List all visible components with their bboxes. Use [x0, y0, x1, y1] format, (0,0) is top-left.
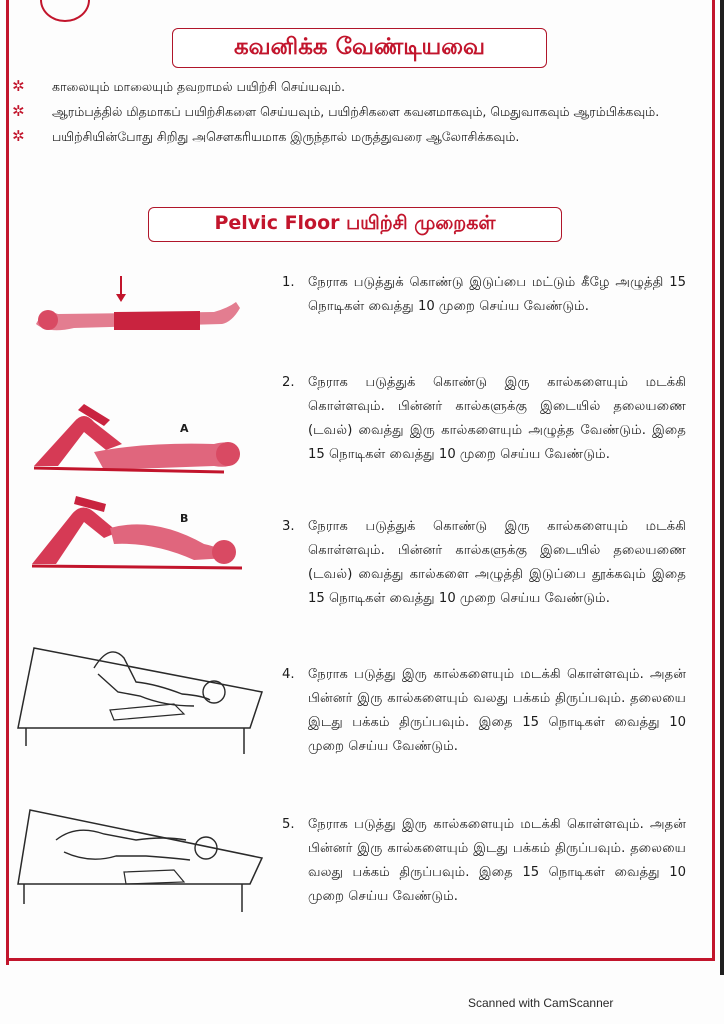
page-border-left — [6, 0, 9, 965]
exercise-step-2 — [282, 371, 686, 467]
figure-label-a: A — [180, 422, 189, 435]
asterisk-bullet-icon: ✲ — [12, 102, 25, 120]
page-title: கவனிக்க வேண்டியவை — [233, 33, 486, 60]
tip-text: ஆரம்பத்தில் மிதமாகப் பயிற்சிகளை செய்யவும், பயிற்சிகளை கவனமாகவும், மெதுவாகவும் ஆரம்பிக்கவும். — [52, 104, 660, 119]
logo-fragment — [40, 0, 90, 22]
exercise-step-3 — [282, 515, 686, 611]
tip-item — [12, 126, 702, 147]
step-text: நேராக படுத்து இரு கால்களையும் மடக்கி கொள்ளவும். அதன் பின்னர் இரு கால்களையும் இடது பக்கம் திருப்பவும். தலையை வலது பக்கம் திருப்பவும். இதை 15 நொடிகள் வைத்து 10 முறை செய்ய வேண்டும். — [308, 817, 686, 904]
tip-text: பயிற்சியின்போது சிறிது அசௌகரியமாக இருந்தால் மருத்துவரை ஆலோசிக்கவும். — [52, 129, 520, 144]
exercise-step-4 — [282, 663, 686, 759]
exercise-step-5 — [282, 813, 686, 909]
tips-list — [12, 76, 702, 151]
step-text: நேராக படுத்துக் கொண்டு இடுப்பை மட்டும் கீழே அழுத்தி 15 நொடிகள் வைத்து 10 முறை செய்ய வேண்டும். — [308, 275, 686, 314]
scan-edge — [720, 0, 724, 975]
scanner-watermark: Scanned with CamScanner — [468, 996, 614, 1010]
exercise-3-illustration — [14, 488, 266, 580]
step-number: 3. — [282, 519, 295, 534]
page-border-right — [712, 0, 715, 960]
step-number: 4. — [282, 667, 295, 682]
section-title-box — [148, 207, 562, 242]
section-title: Pelvic Floor பயிற்சி முறைகள் — [214, 212, 496, 234]
figure-label-b: B — [180, 512, 189, 525]
step-text: நேராக படுத்துக் கொண்டு இரு கால்களையும் மடக்கி கொள்ளவும். பின்னர் கால்களுக்கு இடையில் தலையணை (டவல்) வைத்து இரு கால்களையும் அழுத்த வேண்டும். இதை 15 நொடிகள் வைத்து 10 முறை செய்ய வேண்டும். — [308, 375, 686, 462]
exercise-2-illustration — [14, 392, 266, 482]
step-text: நேராக படுத்து இரு கால்களையும் மடக்கி கொள்ளவும். அதன் பின்னர் இரு கால்களையும் வலது பக்கம் திருப்பவும். தலையை இடது பக்கம் திருப்பவும். இதை 15 நொடிகள் வைத்து 10 முறை செய்ய வேண்டும். — [308, 667, 686, 754]
asterisk-bullet-icon: ✲ — [12, 127, 25, 145]
step-text: நேராக படுத்துக் கொண்டு இரு கால்களையும் மடக்கி கொள்ளவும். பின்னர் கால்களுக்கு இடையில் தலையணை (டவல்) வைத்து கால்களை அழுத்தி இடுப்பை தூக்கவும் இதை 15 நொடிகள் வைத்து 10 முறை செய்ய வேண்டும். — [308, 519, 686, 606]
tip-item — [12, 76, 702, 97]
step-number: 1. — [282, 275, 295, 290]
asterisk-bullet-icon: ✲ — [12, 77, 25, 95]
step-number: 5. — [282, 817, 295, 832]
exercise-5-illustration — [14, 800, 266, 918]
page-title-box — [172, 28, 547, 68]
step-number: 2. — [282, 375, 295, 390]
tip-item — [12, 101, 702, 122]
exercise-step-1 — [282, 271, 686, 319]
page-border-bottom — [6, 958, 715, 961]
exercise-1-illustration — [14, 272, 266, 347]
tip-text: காலையும் மாலையும் தவறாமல் பயிற்சி செய்யவும். — [52, 79, 346, 94]
exercise-4-illustration — [14, 634, 266, 760]
